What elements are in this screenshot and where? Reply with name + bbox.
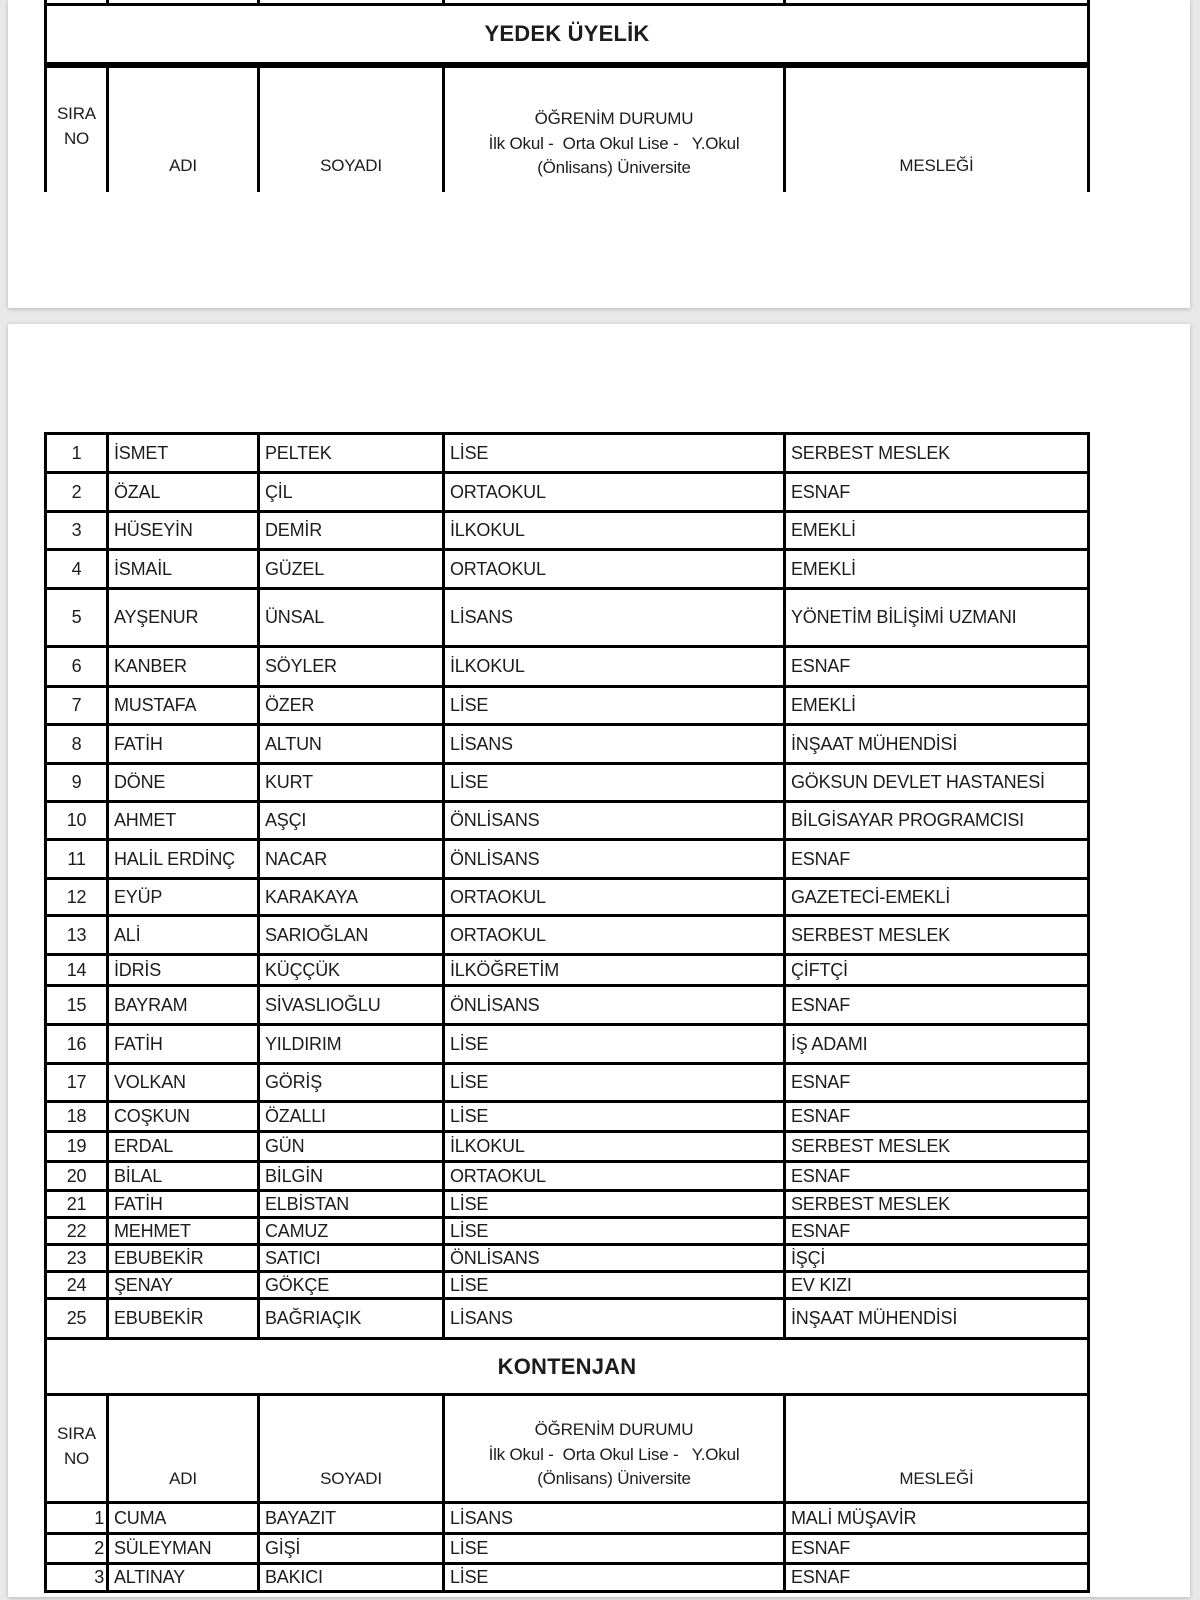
cell-meslegi: ESNAF: [783, 841, 1087, 877]
table-row: [47, 587, 1087, 645]
cell-adi: EBUBEKİR: [106, 1246, 257, 1270]
table-row: [47, 1189, 1087, 1216]
cell-meslegi: İNŞAAT MÜHENDİSİ: [783, 726, 1087, 762]
header-meslegi-label: MESLEĞİ: [899, 156, 974, 176]
cell-ogrenim: LİSE: [442, 765, 783, 800]
header-soyadi-label: SOYADI: [320, 156, 382, 176]
table-row: [47, 1504, 1087, 1532]
cell-no: 24: [66, 1274, 87, 1295]
cell-meslegi: SERBEST MESLEK: [783, 435, 1087, 471]
header-ogrenim-line3: (Önlisans) Üniversite: [537, 1469, 691, 1489]
cell-soyadi: SARIOĞLAN: [257, 917, 442, 953]
cell-meslegi: İNŞAAT MÜHENDİSİ: [783, 1300, 1087, 1337]
header-ogrenim-line2: İlk Okul - Orta Okul Lise - Y.Okul: [488, 133, 740, 153]
cell-meslegi: MALİ MÜŞAVİR: [783, 1504, 1087, 1532]
cell-soyadi: BAKICI: [257, 1565, 442, 1590]
cell-soyadi: ELBİSTAN: [257, 1192, 442, 1216]
cell-meslegi: BİLGİSAYAR PROGRAMCISI: [783, 803, 1087, 838]
table-row: [47, 1216, 1087, 1243]
column-header-adi: [106, 68, 257, 192]
cell-soyadi: ÜNSAL: [257, 590, 442, 645]
cell-no: 11: [67, 848, 86, 869]
cell-meslegi: ESNAF: [783, 1565, 1087, 1590]
cell-ogrenim: LİSE: [442, 435, 783, 471]
header-ogrenim-line3: (Önlisans) Üniversite: [537, 158, 691, 178]
table-row: [47, 984, 1087, 1023]
cell-ogrenim: LİSE: [442, 1535, 783, 1562]
cell-no: 3: [94, 1567, 104, 1587]
column-header-soyadi: [257, 1396, 442, 1501]
cell-no: 25: [66, 1308, 87, 1328]
cell-ogrenim: LİSE: [442, 1103, 783, 1130]
cell-no: 5: [71, 607, 82, 627]
cell-adi: AHMET: [106, 803, 257, 838]
cell-no: 6: [71, 656, 82, 676]
cell-soyadi: ÖZER: [257, 688, 442, 723]
cell-ogrenim: ORTAOKUL: [442, 917, 783, 953]
cell-ogrenim: LİSANS: [442, 1300, 783, 1337]
cell-no: 10: [66, 810, 87, 830]
table-row: [47, 1100, 1087, 1130]
cell-adi: MEHMET: [106, 1219, 257, 1243]
cell-soyadi: CAMUZ: [257, 1219, 442, 1243]
column-header-adi: [106, 1396, 257, 1501]
cell-soyadi: KARAKAYA: [257, 880, 442, 914]
column-header-meslegi: [783, 1396, 1087, 1501]
table-row: [47, 914, 1087, 953]
table-row: [47, 645, 1087, 685]
table-row: [47, 1160, 1087, 1189]
cell-ogrenim: ORTAOKUL: [442, 551, 783, 587]
cell-ogrenim: LİSE: [442, 1026, 783, 1062]
cell-soyadi: GİŞİ: [257, 1535, 442, 1562]
table-row: [47, 877, 1087, 914]
cell-no: 1: [71, 442, 82, 463]
cell-ogrenim: İLKÖĞRETİM: [442, 956, 783, 984]
cell-no: 4: [71, 558, 82, 579]
cell-no: 15: [66, 994, 87, 1015]
cell-soyadi: PELTEK: [257, 435, 442, 471]
cell-soyadi: SÖYLER: [257, 648, 442, 685]
cell-adi: FATİH: [106, 1026, 257, 1062]
cell-meslegi: ESNAF: [783, 474, 1087, 510]
cell-adi: ALTINAY: [106, 1565, 257, 1590]
cell-soyadi: DEMİR: [257, 513, 442, 548]
cell-meslegi: ESNAF: [783, 1535, 1087, 1562]
table-row: [47, 800, 1087, 838]
cell-soyadi: NACAR: [257, 841, 442, 877]
cell-adi: COŞKUN: [106, 1103, 257, 1130]
cell-meslegi: ESNAF: [783, 1219, 1087, 1243]
cell-no: 18: [66, 1106, 87, 1126]
yedek-column-header-row: [44, 65, 1090, 192]
cell-ogrenim: ORTAOKUL: [442, 474, 783, 510]
cell-soyadi: BAYAZIT: [257, 1504, 442, 1532]
cell-meslegi: EMEKLİ: [783, 513, 1087, 548]
table-row: [47, 1130, 1087, 1160]
cell-no: 22: [66, 1220, 87, 1241]
yedek-table-body: [47, 435, 1087, 1337]
table-row: [47, 1243, 1087, 1270]
table-row: [47, 723, 1087, 762]
header-sira-line2: NO: [63, 1448, 90, 1468]
cell-soyadi: KÜÇÇÜK: [257, 956, 442, 984]
cell-meslegi: YÖNETİM BİLİŞİMİ UZMANI: [783, 590, 1087, 645]
cell-no: 7: [71, 695, 82, 715]
cell-meslegi: SERBEST MESLEK: [783, 1133, 1087, 1160]
cell-soyadi: GÜN: [257, 1133, 442, 1160]
cell-no: 12: [66, 886, 87, 907]
cell-no: 14: [66, 959, 87, 980]
table-row: [47, 548, 1087, 587]
column-header-ogrenim-durumu: [442, 1396, 783, 1501]
header-adi-label: ADI: [169, 1469, 197, 1489]
cell-adi: ŞENAY: [106, 1273, 257, 1297]
cell-soyadi: BİLGİN: [257, 1163, 442, 1189]
cell-adi: KANBER: [106, 648, 257, 685]
cell-adi: AYŞENUR: [106, 590, 257, 645]
cell-ogrenim: LİSANS: [442, 1504, 783, 1532]
cell-meslegi: İŞÇİ: [783, 1246, 1087, 1270]
column-header-sira-no: [47, 1396, 106, 1501]
cell-adi: FATİH: [106, 1192, 257, 1216]
header-sira-line2: NO: [63, 129, 90, 148]
cell-meslegi: GAZETECİ-EMEKLİ: [783, 880, 1087, 914]
cell-adi: HALİL ERDİNÇ: [106, 841, 257, 877]
cell-no: 1: [94, 1507, 104, 1528]
cell-adi: BİLAL: [106, 1163, 257, 1189]
cell-ogrenim: LİSE: [442, 1565, 783, 1590]
cell-soyadi: AŞÇI: [257, 803, 442, 838]
cell-no: 2: [71, 481, 82, 502]
cell-ogrenim: LİSE: [442, 1065, 783, 1100]
members-table: [44, 432, 1090, 1593]
table-row: [47, 953, 1087, 984]
cell-soyadi: SİVASLIOĞLU: [257, 987, 442, 1023]
column-header-sira-no: [47, 68, 106, 192]
cell-ogrenim: ORTAOKUL: [442, 880, 783, 914]
cell-ogrenim: İLKOKUL: [442, 1133, 783, 1160]
cell-meslegi: EMEKLİ: [783, 688, 1087, 723]
cell-adi: İSMET: [106, 435, 257, 471]
table-row: [47, 471, 1087, 510]
cell-adi: FATİH: [106, 726, 257, 762]
cell-no: 13: [66, 924, 87, 945]
table-row: [47, 1297, 1087, 1337]
cell-no: 8: [71, 733, 82, 754]
cell-adi: ÖZAL: [106, 474, 257, 510]
kontenjan-table-body: [47, 1504, 1087, 1590]
cell-adi: HÜSEYİN: [106, 513, 257, 548]
cell-no: 2: [94, 1538, 104, 1558]
cell-ogrenim: LİSE: [442, 1219, 783, 1243]
cell-adi: BAYRAM: [106, 987, 257, 1023]
cell-ogrenim: LİSE: [442, 688, 783, 723]
table-row: [47, 685, 1087, 723]
kontenjan-column-header-row: [47, 1396, 1087, 1504]
table-row: [47, 435, 1087, 471]
cell-ogrenim: LİSANS: [442, 726, 783, 762]
cell-soyadi: BAĞRIAÇIK: [257, 1300, 442, 1337]
header-ogrenim-line1: ÖĞRENİM DURUMU: [534, 109, 694, 129]
cell-soyadi: SATICI: [257, 1246, 442, 1270]
cell-no: 23: [66, 1247, 87, 1268]
cell-adi: ALİ: [106, 917, 257, 953]
cell-no: 17: [66, 1072, 87, 1092]
table-row: [47, 1532, 1087, 1562]
table-row: [47, 1062, 1087, 1100]
cell-adi: CUMA: [106, 1504, 257, 1532]
cell-meslegi: ESNAF: [783, 648, 1087, 685]
cell-no: 16: [66, 1033, 87, 1054]
cell-no: 20: [66, 1165, 87, 1186]
header-ogrenim-line2: İlk Okul - Orta Okul Lise - Y.Okul: [488, 1444, 740, 1464]
cell-no: 9: [71, 772, 82, 792]
cell-meslegi: GÖKSUN DEVLET HASTANESİ: [783, 765, 1087, 800]
cell-soyadi: GÖKÇE: [257, 1273, 442, 1297]
table-row: [47, 1023, 1087, 1062]
cell-adi: ERDAL: [106, 1133, 257, 1160]
header-soyadi-label: SOYADI: [320, 1469, 382, 1489]
cell-meslegi: EV KIZI: [783, 1273, 1087, 1297]
yedek-uyelik-title: YEDEK ÜYELİK: [44, 3, 1090, 65]
cell-ogrenim: LİSE: [442, 1273, 783, 1297]
header-meslegi-label: MESLEĞİ: [899, 1469, 974, 1489]
cell-no: 3: [71, 520, 82, 540]
cell-meslegi: ÇİFTÇİ: [783, 956, 1087, 984]
cell-no: 21: [66, 1193, 87, 1214]
header-sira-line1: SIRA: [57, 104, 96, 124]
header-adi-label: ADI: [169, 156, 197, 176]
cell-ogrenim: ÖNLİSANS: [442, 841, 783, 877]
table-row: [47, 762, 1087, 800]
cell-adi: MUSTAFA: [106, 688, 257, 723]
cell-adi: EYÜP: [106, 880, 257, 914]
cell-soyadi: ÖZALLI: [257, 1103, 442, 1130]
table-row: [47, 1562, 1087, 1590]
cell-soyadi: ÇİL: [257, 474, 442, 510]
kontenjan-title: KONTENJAN: [47, 1337, 1087, 1396]
cell-adi: DÖNE: [106, 765, 257, 800]
cell-adi: İSMAİL: [106, 551, 257, 587]
cell-meslegi: ESNAF: [783, 1065, 1087, 1100]
cell-ogrenim: ÖNLİSANS: [442, 987, 783, 1023]
cell-adi: VOLKAN: [106, 1065, 257, 1100]
cell-ogrenim: ORTAOKUL: [442, 1163, 783, 1189]
table-row: [47, 510, 1087, 548]
cell-soyadi: YILDIRIM: [257, 1026, 442, 1062]
table-row: [47, 838, 1087, 877]
header-ogrenim-line1: ÖĞRENİM DURUMU: [534, 1420, 694, 1440]
cell-no: 19: [66, 1136, 87, 1156]
cell-soyadi: GÜZEL: [257, 551, 442, 587]
cell-soyadi: KURT: [257, 765, 442, 800]
column-header-ogrenim-durumu: [442, 68, 783, 192]
cell-ogrenim: İLKOKUL: [442, 513, 783, 548]
cell-meslegi: SERBEST MESLEK: [783, 1192, 1087, 1216]
cell-ogrenim: İLKOKUL: [442, 648, 783, 685]
cell-ogrenim: LİSE: [442, 1192, 783, 1216]
cell-meslegi: İŞ ADAMI: [783, 1026, 1087, 1062]
page-2: [8, 324, 1190, 1597]
cell-soyadi: ALTUN: [257, 726, 442, 762]
cell-meslegi: ESNAF: [783, 987, 1087, 1023]
header-sira-line1: SIRA: [57, 1423, 96, 1443]
cell-meslegi: SERBEST MESLEK: [783, 917, 1087, 953]
cell-adi: İDRİS: [106, 956, 257, 984]
table-row: [47, 1270, 1087, 1297]
page-1: [8, 0, 1190, 308]
cell-meslegi: EMEKLİ: [783, 551, 1087, 587]
cell-meslegi: ESNAF: [783, 1163, 1087, 1189]
cell-adi: SÜLEYMAN: [106, 1535, 257, 1562]
column-header-meslegi: [783, 68, 1087, 192]
cell-adi: EBUBEKİR: [106, 1300, 257, 1337]
cell-ogrenim: ÖNLİSANS: [442, 1246, 783, 1270]
cell-ogrenim: ÖNLİSANS: [442, 803, 783, 838]
column-header-soyadi: [257, 68, 442, 192]
cell-ogrenim: LİSANS: [442, 590, 783, 645]
cell-meslegi: ESNAF: [783, 1103, 1087, 1130]
cell-soyadi: GÖRİŞ: [257, 1065, 442, 1100]
